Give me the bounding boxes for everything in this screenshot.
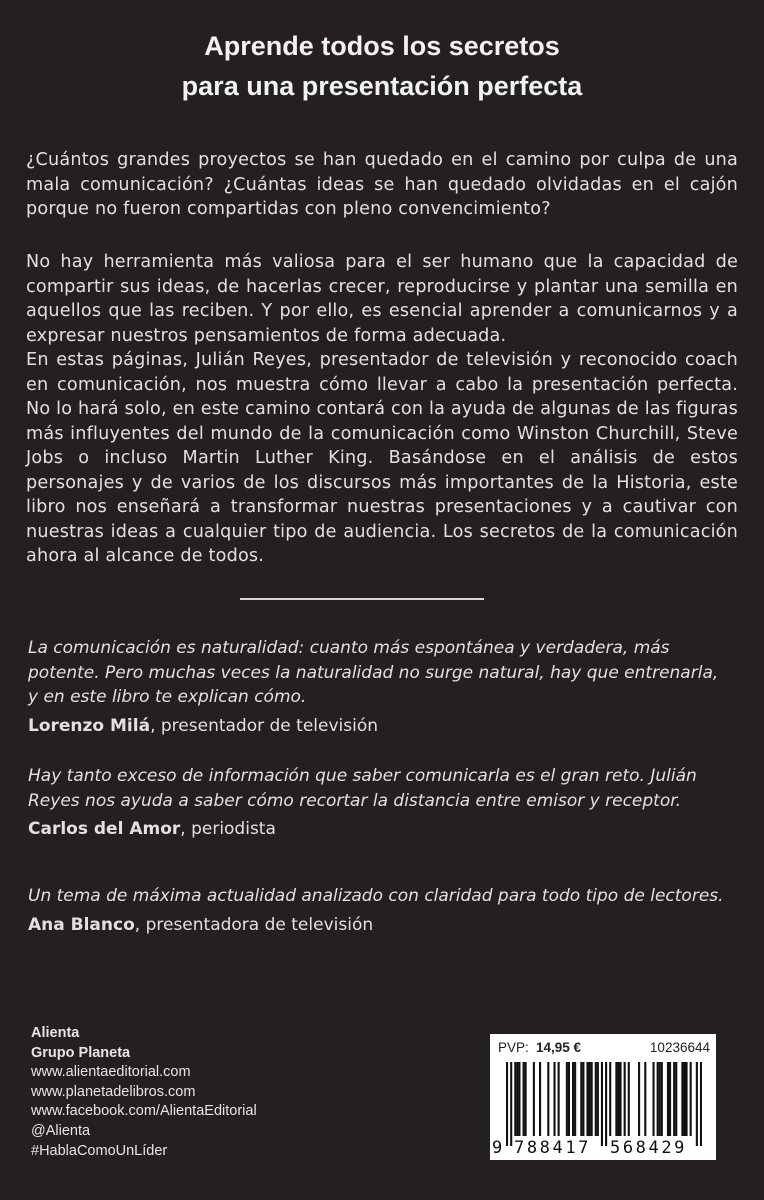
barcode-bar [685, 1062, 687, 1136]
barcode-bar [591, 1062, 593, 1136]
testimonial-attribution [28, 913, 728, 938]
testimonial-role: , periodista [180, 819, 276, 839]
barcode-bar [661, 1062, 663, 1136]
barcode-bar [624, 1062, 626, 1136]
barcode-bar [638, 1062, 640, 1136]
barcode-guard-bar [506, 1062, 508, 1146]
barcode-bar [525, 1062, 527, 1136]
publisher-website-alienta: www.alientaeditorial.com [31, 1064, 191, 1081]
barcode-bar [523, 1062, 525, 1136]
barcode-bar [558, 1062, 560, 1136]
barcode-bar [586, 1062, 588, 1136]
testimonial-text: La comunicación es naturalidad: cuanto más espontánea y verdadera, más potente. Pero muchas veces la naturalidad no surge natural, hay que entrenarla, y en este libro te explican cómo. [28, 638, 719, 707]
barcode-bar [533, 1062, 535, 1136]
barcode-bar [659, 1062, 661, 1136]
testimonial-1 [28, 636, 728, 738]
publisher-website-planeta: www.planetadelibros.com [31, 1083, 196, 1100]
barcode-bar [644, 1062, 646, 1136]
testimonial-text: Un tema de máxima actualidad analizado con claridad para todo tipo de lectores. [28, 886, 724, 906]
barcode-bar [619, 1062, 621, 1136]
publisher-group: Grupo Planeta [31, 1044, 131, 1061]
barcode-icon [506, 1062, 702, 1146]
testimonial-author: Ana Blanco [28, 914, 135, 935]
testimonial-attribution [28, 817, 728, 842]
barcode-guard-bar [510, 1062, 512, 1146]
back-cover-headline [0, 26, 764, 106]
barcode-bar [609, 1062, 611, 1136]
barcode-bar [574, 1062, 576, 1136]
barcode-bar [518, 1062, 520, 1136]
barcode-bar [597, 1062, 599, 1136]
intro-paragraph-2: No hay herramienta más valiosa para el ser humano que la capacidad de compartir sus ideas, de hacerlas crecer, reproducirse y plantar una semilla en aquellos que las reciben. Y por ello, es esencial aprender a comunicarnos y a expresar nuestros pensamientos de forma adecuada. [26, 252, 738, 346]
barcode-bar [617, 1062, 619, 1136]
barcode-bar [589, 1062, 591, 1136]
isbn-number [492, 1138, 714, 1160]
barcode-bar [681, 1062, 683, 1136]
price-row [498, 1040, 710, 1060]
headline-line-1: Aprende todos los secretos [204, 31, 560, 61]
barcode-panel [490, 1034, 716, 1160]
barcode-guard-bar [601, 1062, 603, 1146]
publisher-imprint: Alienta [31, 1025, 80, 1041]
intro-paragraph-3: En estas páginas, Julián Reyes, presentador de televisión y reconocido coach en comunicación, nos muestra cómo llevar a cabo la presentación perfecta. No lo hará solo, en este camino contará con la ayuda de algunas de las figuras más influyentes del mundo de la comunicación como Winston Churchill, Steve Jobs o incluso Martin Luther King. Basándose en el análisis de estos personajes y de varios de los discursos más importantes de la Historia, este libro nos enseñará a transformar nuestras presentaciones y a cautivar con nuestras ideas a cualquier tipo de audiencia. Los secretos de la comunicación ahora al alcance de todos. [26, 350, 738, 566]
barcode-bar [568, 1062, 570, 1136]
barcode-bar [615, 1062, 617, 1136]
barcode-bar [572, 1062, 574, 1136]
price-value: 14,95 € [536, 1040, 582, 1055]
isbn-left-group: 788417 [514, 1138, 592, 1158]
barcode-bar [657, 1062, 659, 1136]
section-divider [240, 598, 484, 600]
barcode-bar [580, 1062, 582, 1136]
testimonial-2 [28, 764, 728, 842]
barcode-bar [595, 1062, 597, 1136]
testimonial-author: Lorenzo Milá [28, 715, 151, 736]
barcode-guard-bar [605, 1062, 607, 1146]
testimonial-role: , presentadora de televisión [134, 914, 374, 935]
barcode-bar [539, 1062, 541, 1136]
testimonial-text: Hay tanto exceso de información que saber comunicarla es el gran reto. Julián Reyes nos ayuda a saber cómo recortar la distancia entre emisor y receptor. [28, 766, 697, 811]
intro-paragraph-1: ¿Cuántos grandes proyectos se han quedado en el camino por culpa de una mala comunicación? ¿Cuántas ideas se han quedado olvidadas en el cajón porque no fueron compartidas con pleno convencimiento? [26, 150, 738, 219]
barcode-bar [516, 1062, 518, 1136]
barcode-bar [547, 1062, 549, 1136]
testimonial-attribution [28, 714, 728, 739]
barcode-bar [566, 1062, 568, 1136]
price-label: PVP: [498, 1040, 529, 1055]
barcode-bar [673, 1062, 675, 1136]
product-code: 10236644 [649, 1040, 710, 1055]
barcode-guard-bar [700, 1062, 702, 1146]
barcode-bar [690, 1062, 692, 1136]
barcode-bar [652, 1062, 654, 1136]
barcode-bar [553, 1062, 555, 1136]
isbn-first-digit: 9 [492, 1138, 503, 1158]
testimonial-3 [28, 884, 728, 937]
barcode-bar [628, 1062, 630, 1136]
barcode-bar [514, 1062, 516, 1136]
testimonial-role: , presentador de televisión [150, 715, 379, 736]
testimonial-author: Carlos del Amor [28, 819, 181, 839]
publisher-hashtag: #HablaComoUnLíder [31, 1142, 168, 1159]
publisher-twitter-handle: @Alienta [31, 1122, 91, 1139]
publisher-info [31, 1024, 257, 1161]
barcode-guard-bar [696, 1062, 698, 1146]
barcode-bar [683, 1062, 685, 1136]
barcode-bar [675, 1062, 677, 1136]
barcode-bar [669, 1062, 671, 1136]
headline-line-2: para una presentación perfecta [181, 71, 583, 101]
isbn-right-group: 568429 [610, 1138, 688, 1158]
barcode-bar [667, 1062, 669, 1136]
barcode-bar [582, 1062, 584, 1136]
publisher-facebook: www.facebook.com/AlientaEditorial [31, 1103, 257, 1120]
